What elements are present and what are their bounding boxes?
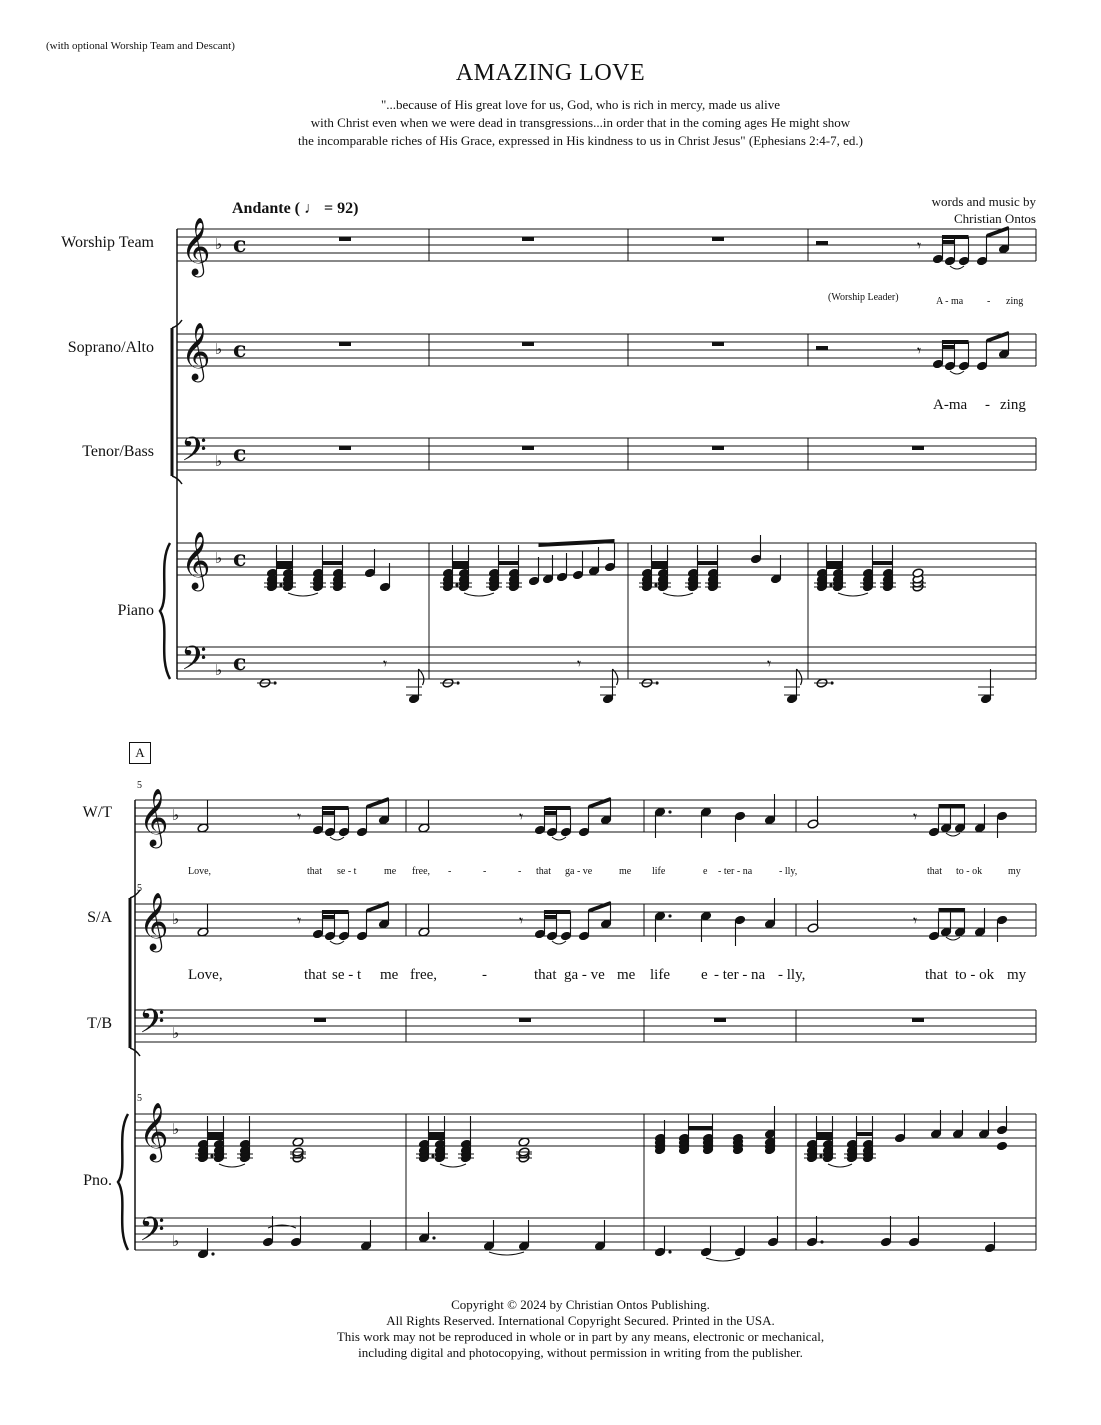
lyric-syllable: to - ok (956, 866, 983, 877)
lyric-syllable: - lly, (778, 967, 806, 983)
instrument-name-piano: Piano (117, 602, 154, 619)
note-beam (943, 235, 969, 239)
tie-mark (950, 371, 964, 374)
augmentation-dot (279, 583, 282, 586)
note-beam (939, 908, 965, 912)
lyric-syllable: - (985, 397, 990, 413)
lyric-syllable: my (1008, 866, 1021, 877)
lyric-syllable: me (617, 967, 636, 983)
note-beam (939, 804, 965, 808)
tie-mark (330, 837, 344, 840)
lyric-syllable: - (987, 296, 991, 307)
note-beam (827, 561, 843, 565)
whole-rest-icon (339, 446, 351, 450)
note-beam (277, 561, 293, 565)
note-beam (545, 811, 557, 815)
note-beam (323, 910, 349, 914)
lyric-syllable: me (619, 866, 632, 877)
rehearsal-mark: A (129, 742, 151, 764)
flat-icon: ♭ (172, 1024, 180, 1042)
tie-mark (946, 833, 960, 836)
flat-icon: ♭ (215, 549, 223, 567)
instrument-name-tenor-bass: Tenor/Bass (82, 443, 154, 460)
note-beam (652, 561, 668, 565)
instrument-name-wt: W/T (82, 804, 112, 821)
note-head (996, 1141, 1008, 1151)
eighth-rest-icon: 𝄾 (297, 911, 302, 930)
instrument-name-tb: T/B (87, 1015, 112, 1032)
tie-mark (288, 593, 318, 596)
whole-rest-icon (522, 446, 534, 450)
note-beam (453, 565, 469, 569)
copyright-line-3: This work may not be reproduced in whole or in part by any means, electronic or mechanical, (336, 1329, 825, 1344)
whole-rest-icon (339, 237, 351, 241)
top-note: (with optional Worship Team and Descant) (46, 40, 235, 52)
bass-clef-icon: 𝄢 (139, 1211, 165, 1257)
augmentation-dot (820, 1240, 823, 1243)
whole-rest-icon (314, 1018, 326, 1022)
tie-mark (838, 593, 868, 596)
treble-clef-icon: 𝄞 (139, 1102, 169, 1160)
augmentation-dot (456, 681, 459, 684)
eighth-rest-icon: 𝄾 (383, 654, 388, 673)
whole-rest-icon (519, 1018, 531, 1022)
tie-mark (663, 593, 693, 596)
lyric-syllable: - (448, 866, 452, 877)
augmentation-dot (211, 1252, 214, 1255)
flat-icon: ♭ (172, 910, 180, 928)
note-beam (539, 539, 615, 547)
whole-rest-icon (522, 342, 534, 346)
whole-rest-icon (712, 446, 724, 450)
augmentation-dot (668, 1250, 671, 1253)
note-beam (943, 345, 955, 349)
whole-rest-icon (712, 237, 724, 241)
whole-rest-icon (714, 1018, 726, 1022)
instrument-name-soprano-alto: Soprano/Alto (67, 339, 154, 356)
treble-clef-icon: 𝄞 (181, 322, 211, 380)
note-beam (827, 565, 843, 569)
eighth-rest-icon: 𝄾 (913, 807, 918, 826)
lyric-syllable: ga - ve (564, 967, 605, 983)
tie-mark (464, 593, 494, 596)
note-beam (698, 561, 718, 565)
note-beam (208, 1136, 224, 1140)
augmentation-dot (432, 1236, 435, 1239)
treble-clef-icon: 𝄞 (181, 217, 211, 275)
measure-number: 5 (137, 883, 142, 894)
note-beam (367, 797, 389, 809)
note-beam (873, 561, 893, 565)
common-time-icon: c (233, 337, 247, 363)
whole-rest-icon (339, 342, 351, 346)
note-beam (429, 1132, 445, 1136)
brace-icon (118, 1114, 128, 1250)
treble-clef-icon: 𝄞 (139, 788, 169, 846)
copyright-line-1: Copyright © 2024 by Christian Ontos Publishing. (451, 1297, 710, 1312)
lyric-syllable: - (482, 967, 487, 983)
flat-icon: ♭ (215, 452, 223, 470)
note-beam (589, 797, 611, 809)
augmentation-dot (668, 914, 671, 917)
augmentation-dot (655, 681, 658, 684)
flat-icon: ♭ (172, 1232, 180, 1250)
lyric-syllable: that (925, 967, 948, 983)
flat-icon: ♭ (172, 806, 180, 824)
flat-icon: ♭ (172, 1120, 180, 1138)
whole-rest-icon (712, 342, 724, 346)
credit-line-1: words and music by (931, 194, 1036, 209)
whole-rest-icon (912, 446, 924, 450)
note-beam (943, 340, 969, 344)
lyric-syllable: that (927, 866, 942, 877)
note-beam (589, 901, 611, 913)
tie-mark (828, 1164, 852, 1167)
augmentation-dot (654, 583, 657, 586)
bass-clef-icon: 𝄢 (139, 1003, 165, 1049)
epigraph-line-2: with Christ even when we were dead in transgressions...in order that in the coming ages He might show (310, 115, 851, 130)
augmentation-dot (210, 1154, 213, 1157)
note-beam (429, 1136, 445, 1140)
lyric-syllable: to - ok (955, 967, 995, 983)
eighth-rest-icon: 𝄾 (577, 654, 582, 673)
augmentation-dot (830, 681, 833, 684)
lyric-syllable: free, (412, 866, 431, 877)
lyric-syllable: my (1007, 967, 1027, 983)
tie-mark (552, 941, 566, 944)
common-time-icon: c (233, 232, 247, 258)
tie-mark (440, 1164, 466, 1167)
treble-clef-icon: 𝄞 (181, 531, 211, 589)
lyric-syllable: that (534, 967, 557, 983)
lyric-syllable: - lly, (779, 866, 798, 877)
lyric-syllable: ga - ve (565, 866, 593, 877)
note-beam (545, 915, 557, 919)
lyric-syllable: me (384, 866, 397, 877)
lyric-syllable: Love, (188, 866, 212, 877)
half-rest-icon (816, 346, 828, 350)
lyric-syllable: me (380, 967, 399, 983)
note-beam (323, 806, 349, 810)
lyric-syllable: that (536, 866, 551, 877)
tie-mark (330, 941, 344, 944)
tempo-marking: Andante ( ♩ = 92) (232, 200, 359, 217)
song-title: AMAZING LOVE (455, 60, 646, 86)
note-beam (323, 811, 335, 815)
lyric-syllable: - (483, 866, 487, 877)
eighth-rest-icon: 𝄾 (519, 807, 524, 826)
credit-line-2: Christian Ontos (954, 211, 1036, 226)
lyric-syllable: zing (1000, 397, 1026, 413)
note-beam (453, 561, 469, 565)
tie-mark (950, 266, 964, 269)
whole-rest-icon (912, 1018, 924, 1022)
note-beam (943, 240, 955, 244)
copyright-line-2: All Rights Reserved. International Copyright Secured. Printed in the USA. (386, 1313, 775, 1328)
flat-icon: ♭ (215, 235, 223, 253)
note-beam (652, 565, 668, 569)
lyric-syllable: that (307, 866, 322, 877)
eighth-rest-icon: 𝄾 (297, 807, 302, 826)
tie-mark (552, 837, 566, 840)
tie-mark (219, 1164, 245, 1167)
lyric-syllable: A-ma (933, 397, 968, 413)
epigraph-line-1: "...because of His great love for us, God, who is rich in mercy, made us alive (380, 97, 781, 112)
note-beam (545, 806, 571, 810)
eighth-rest-icon: 𝄾 (767, 654, 772, 673)
eighth-rest-icon: 𝄾 (917, 341, 922, 360)
eighth-rest-icon: 𝄾 (519, 911, 524, 930)
copyright-line-4: including digital and photocopying, without permission in writing from the publisher. (358, 1345, 803, 1360)
flat-icon: ♭ (215, 661, 223, 679)
worship-leader-note: (Worship Leader) (828, 292, 899, 303)
lyric-syllable: e (703, 866, 708, 877)
augmentation-dot (668, 810, 671, 813)
note-beam (817, 1136, 833, 1140)
whole-rest-icon (522, 237, 534, 241)
lyric-syllable: Love, (188, 967, 223, 983)
instrument-name-worship-team: Worship Team (61, 234, 154, 251)
common-time-icon: c (233, 650, 247, 676)
note-beam (857, 1132, 873, 1136)
lyric-syllable: e (701, 967, 708, 983)
lyric-syllable: - (518, 866, 522, 877)
augmentation-dot (829, 583, 832, 586)
augmentation-dot (455, 583, 458, 586)
lyric-syllable: A - ma (936, 296, 964, 307)
tie-mark (706, 1258, 740, 1261)
eighth-rest-icon: 𝄾 (913, 911, 918, 930)
note-beam (367, 901, 389, 913)
half-rest-icon (816, 241, 828, 245)
note-beam (987, 331, 1009, 343)
augmentation-dot (431, 1154, 434, 1157)
measure-number: 5 (137, 780, 142, 791)
lyric-syllable: life (652, 866, 666, 877)
common-time-icon: c (233, 546, 247, 572)
note-beam (545, 910, 571, 914)
bass-clef-icon: 𝄢 (181, 640, 207, 686)
eighth-rest-icon: 𝄾 (917, 236, 922, 255)
lyric-syllable: - ter - na (718, 866, 753, 877)
lyric-syllable: life (650, 967, 670, 983)
instrument-name-sa: S/A (87, 909, 112, 926)
lyric-syllable: free, (410, 967, 438, 983)
lyric-syllable: that (304, 967, 327, 983)
note-beam (817, 1132, 833, 1136)
instrument-name-pno: Pno. (83, 1172, 112, 1189)
note-beam (277, 565, 293, 569)
note-beam (208, 1132, 224, 1136)
note-beam (323, 561, 343, 565)
brace-icon (160, 543, 170, 679)
treble-clef-icon: 𝄞 (139, 892, 169, 950)
epigraph-line-3: the incomparable riches of His Grace, expressed in His kindness to us in Christ Jesus" (Ephesians 2:4-7, ed.) (298, 133, 863, 148)
tie-mark (489, 1252, 524, 1255)
lyric-syllable: zing (1006, 296, 1024, 307)
lyric-syllable: se - t (332, 967, 362, 983)
common-time-icon: c (233, 441, 247, 467)
note-beam (689, 1126, 713, 1130)
note-beam (987, 226, 1009, 238)
tie-mark (946, 937, 960, 940)
lyric-syllable: - ter - na (714, 967, 766, 983)
augmentation-dot (273, 681, 276, 684)
measure-number: 5 (137, 1093, 142, 1104)
lyric-syllable: se - t (337, 866, 357, 877)
augmentation-dot (819, 1154, 822, 1157)
note-beam (499, 561, 519, 565)
flat-icon: ♭ (215, 340, 223, 358)
bass-clef-icon: 𝄢 (181, 431, 207, 477)
note-beam (323, 915, 335, 919)
